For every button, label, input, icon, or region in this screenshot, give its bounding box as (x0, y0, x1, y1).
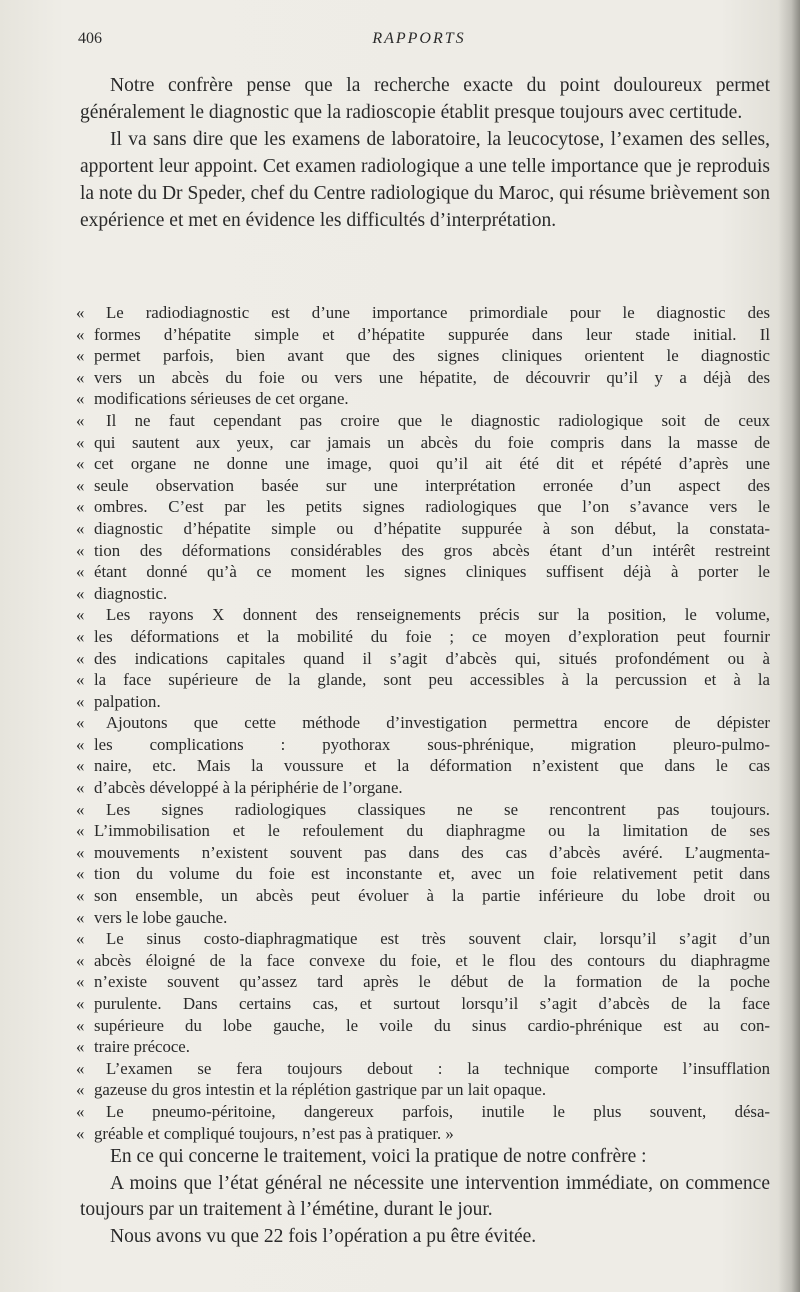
guillemet: « (76, 410, 85, 430)
paragraph: Notre confrère pense que la recherche exacte du point douloureux permet généralement le diagnostic que la radioscopie établit presque toujours avec certitude. (80, 75, 770, 123)
quote-line-text: seule observation basée sur une interprétation erronée d’un aspect des (94, 475, 770, 495)
guillemet: « (76, 799, 85, 819)
guillemet: « (76, 626, 85, 646)
quote-line (76, 1101, 770, 1123)
quote-line (76, 453, 770, 475)
quote-line-text: n’existe souvent qu’assez tard après le début de la formation de la poche (94, 972, 770, 992)
guillemet: « (76, 864, 85, 884)
quote-line-text: cet organe ne donne une image, quoi qu’il ait été dit et répété d’après une (94, 454, 770, 474)
quote-line (76, 993, 770, 1015)
quote-line (76, 561, 770, 583)
quote-line-text: formes d’hépatite simple et d’hépatite suppurée dans leur stade initial. Il (94, 324, 770, 344)
page-header (78, 30, 760, 54)
quote-line-text: L’examen se fera toujours debout : la technique comporte l’insufflation (106, 1058, 770, 1078)
quote-line (76, 755, 770, 777)
guillemet: « (76, 821, 85, 841)
guillemet: « (76, 540, 85, 560)
paragraph: En ce qui concerne le traitement, voici la pratique de notre confrère : (110, 1146, 647, 1167)
paragraph: A moins que l’état général ne nécessite une intervention immédiate, on commence toujours par un traitement à l’émétine, durant le jour. (80, 1172, 770, 1220)
quote-line-text: les complications : pyothorax sous-phrénique, migration pleuro-pulmo- (94, 734, 770, 754)
book-spine-shadow (778, 0, 800, 1292)
quote-line-text: étant donné qu’à ce moment les signes cliniques suffisent déjà à porter le (94, 562, 770, 582)
quote-line-text: palpation. (94, 691, 161, 711)
quote-line-text: gréable et compliqué toujours, n’est pas à pratiquer. » (94, 1123, 454, 1143)
quote-line (76, 907, 770, 929)
quote-line (76, 1079, 770, 1101)
guillemet: « (76, 994, 85, 1013)
guillemet: « (76, 691, 85, 711)
guillemet: « (76, 648, 85, 668)
quote-line-text: abcès éloigné de la face convexe du foie, et le flou des contours du diaphragme (94, 950, 770, 970)
quote-line-text: Le sinus costo-diaphragmatique est très souvent clair, lorsqu’il s’agit d’un (106, 929, 770, 949)
quote-line-text: les déformations et la mobilité du foie ; ce moyen d’exploration peut fournir (94, 626, 770, 646)
quote-line (76, 691, 770, 713)
quote-line-text: tion des déformations considérables des gros abcès étant d’un intérêt restreint (94, 540, 770, 560)
quote-line (76, 648, 770, 670)
guillemet: « (76, 497, 85, 517)
quote-line (76, 540, 770, 562)
quoted-note (76, 302, 770, 1144)
quote-line (76, 432, 770, 454)
quote-line (76, 863, 770, 885)
quote-line (76, 367, 770, 389)
guillemet: « (76, 475, 85, 495)
guillemet: « (76, 972, 85, 992)
quote-line-text: diagnostic d’hépatite simple ou d’hépatite suppurée à son début, la constata- (94, 518, 770, 538)
guillemet: « (76, 670, 85, 690)
quote-line-text: mouvements n’existent souvent pas dans des cas d’abcès avéré. L’augmenta- (94, 842, 770, 862)
quote-line-text: Il ne faut cependant pas croire que le diagnostic radiologique soit de ceux (106, 410, 770, 430)
quote-line (76, 1123, 770, 1145)
quote-line-text: des indications capitales quand il s’agit d’abcès qui, situés profondément ou à (94, 648, 770, 668)
guillemet: « (76, 454, 85, 474)
paragraph: Il va sans dire que les examens de laboratoire, la leucocytose, l’examen des selles, apportent leur appoint. Cet examen radiologique a une telle importance que je reproduis la note du Dr Speder, chef du Centre radiologique du Maroc, qui résume brièvement son expérience et met en évidence les difficultés d’interprétation. (80, 129, 770, 231)
guillemet: « (76, 1123, 85, 1143)
quote-line (76, 971, 770, 993)
quote-line (76, 518, 770, 540)
quote-line-text: la face supérieure de la glande, sont peu accessibles à la percussion et à la (94, 670, 770, 690)
guillemet: « (76, 432, 85, 452)
quote-line-text: Ajoutons que cette méthode d’investigation permettra encore de dépister (106, 713, 770, 733)
quote-line (76, 1058, 770, 1080)
quote-line-text: Les signes radiologiques classiques ne se rencontrent pas toujours. (106, 799, 770, 819)
quote-line (76, 1015, 770, 1037)
guillemet: « (76, 756, 85, 776)
quote-line (76, 583, 770, 605)
guillemet: « (76, 583, 85, 603)
quote-line (76, 302, 770, 324)
guillemet: « (76, 1080, 85, 1100)
running-title: RAPPORTS (372, 30, 466, 47)
guillemet: « (76, 778, 85, 798)
guillemet: « (76, 1058, 85, 1078)
quote-line-text: d’abcès développé à la périphérie de l’organe. (94, 778, 403, 798)
guillemet: « (76, 518, 85, 538)
quote-line-text: purulente. Dans certains cas, et surtout lorsqu’il s’agit d’abcès de la face (94, 994, 770, 1013)
guillemet: « (76, 907, 85, 927)
quote-line (76, 345, 770, 367)
guillemet: « (76, 950, 85, 970)
guillemet: « (76, 734, 85, 754)
quote-line-text: Les rayons X donnent des renseignements précis sur la position, le volume, (106, 605, 770, 625)
quote-line (76, 669, 770, 691)
quote-line (76, 496, 770, 518)
quote-line (76, 1036, 770, 1058)
quote-line-text: naire, etc. Mais la voussure et la déformation n’existent que dans le cas (94, 756, 770, 776)
guillemet: « (76, 389, 85, 409)
guillemet: « (76, 713, 85, 733)
quote-line-text: L’immobilisation et le refoulement du diaphragme ou la limitation de ses (94, 821, 770, 841)
quote-line (76, 712, 770, 734)
quote-line (76, 842, 770, 864)
quote-line-text: diagnostic. (94, 583, 168, 603)
quote-line (76, 799, 770, 821)
guillemet: « (76, 324, 85, 344)
quote-line (76, 604, 770, 626)
guillemet: « (76, 346, 85, 366)
guillemet: « (76, 1015, 85, 1035)
quote-line-text: tion du volume du foie est inconstante et, avec un foie relativement petit dans (94, 864, 770, 884)
quote-line (76, 626, 770, 648)
quote-line (76, 410, 770, 432)
quote-line-text: Le pneumo-péritoine, dangereux parfois, inutile le plus souvent, désa- (106, 1101, 770, 1121)
quote-line (76, 324, 770, 346)
quote-line-text: Le radiodiagnostic est d’une importance primordiale pour le diagnostic des (106, 303, 770, 322)
quote-line-text: vers le lobe gauche. (94, 907, 228, 927)
quote-line (76, 475, 770, 497)
quote-line-text: ombres. C’est par les petits signes radiologiques que l’on s’avance vers le (94, 497, 770, 517)
quote-line-text: son ensemble, un abcès peut évoluer à la partie inférieure du lobe droit ou (94, 886, 770, 906)
guillemet: « (76, 367, 85, 387)
quote-line-text: traire précoce. (94, 1037, 190, 1057)
quote-line-text: vers un abcès du foie ou vers une hépatite, de découvrir qu’il y a déjà des (94, 367, 770, 387)
paragraph: Nous avons vu que 22 fois l’opération a pu être évitée. (110, 1225, 537, 1247)
quote-line-text: supérieure du lobe gauche, le voile du sinus cardio-phrénique est au con- (94, 1015, 770, 1035)
quote-line-text: permet parfois, bien avant que des signes cliniques orientent le diagnostic (94, 346, 770, 366)
quote-line (76, 734, 770, 756)
quote-line (76, 388, 770, 410)
quote-line (76, 777, 770, 799)
closing-section (80, 1144, 770, 1250)
guillemet: « (76, 842, 85, 862)
guillemet: « (76, 929, 85, 949)
guillemet: « (76, 1101, 85, 1121)
quote-line (76, 950, 770, 972)
quote-line-text: gazeuse du gros intestin et la réplétion gastrique par un lait opaque. (94, 1080, 547, 1100)
guillemet: « (76, 886, 85, 906)
quote-line-text: qui sautent aux yeux, car jamais un abcès du foie compris dans la masse de (94, 432, 770, 452)
guillemet: « (76, 562, 85, 582)
intro-section (80, 72, 770, 234)
guillemet: « (76, 303, 85, 322)
guillemet: « (76, 1037, 85, 1057)
page-number: 406 (78, 30, 102, 47)
quote-line (76, 885, 770, 907)
guillemet: « (76, 605, 85, 625)
quote-line-text: modifications sérieuses de cet organe. (94, 389, 349, 409)
quote-line (76, 928, 770, 950)
quote-line (76, 820, 770, 842)
